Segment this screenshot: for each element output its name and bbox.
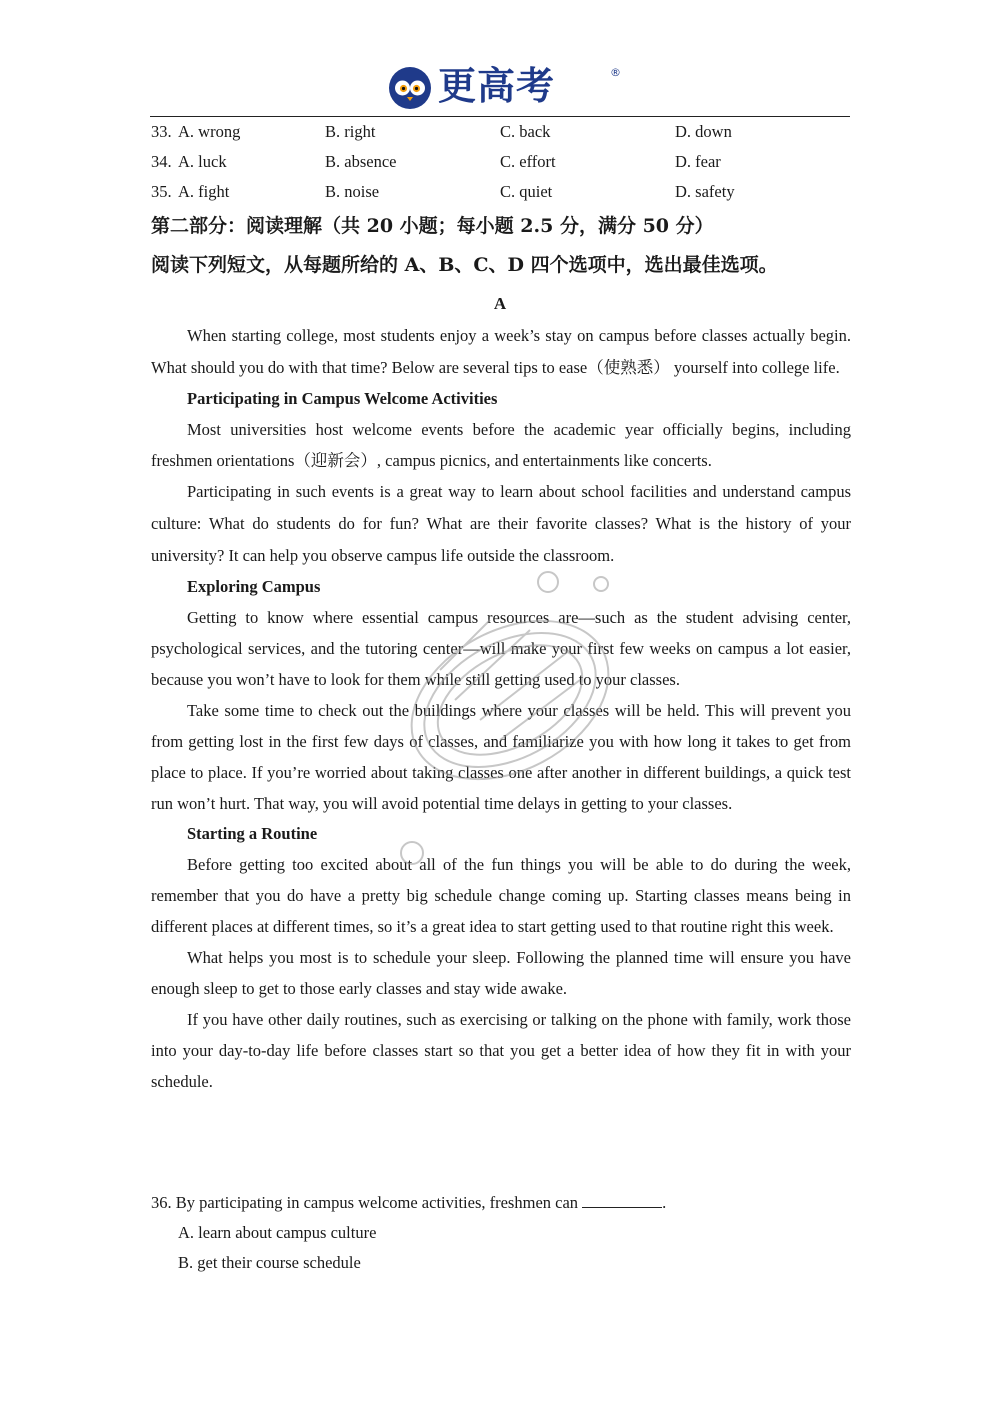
passage-letter: A: [493, 294, 507, 313]
subheading-starting-routine: Starting a Routine: [187, 824, 318, 843]
option-b: B. get their course schedule: [178, 1253, 361, 1272]
option-b: B. right: [325, 122, 376, 141]
paragraph: Getting to know where essential campus resources are—such as the student advising center, psychological services, and the tutoring center—will make your first few weeks on campus a lot easier, because you won’t have to look for them while still getting used to your classes.: [151, 608, 851, 689]
option-d: D. down: [675, 122, 732, 141]
option-b: B. absence: [325, 152, 397, 171]
option-a: A. fight: [178, 182, 230, 201]
page-header: [0, 62, 1000, 114]
section-title: 第二部分：阅读理解（共 20 小题；每小题 2.5 分，满分 50 分）: [151, 215, 714, 237]
paragraph: If you have other daily routines, such as exercising or talking on the phone with family, work those into your day-to-day life before classes start so that you get a better idea of how they fit in with your schedule.: [151, 1010, 851, 1091]
option-d: D. fear: [675, 152, 721, 171]
owl-logo-icon: [388, 66, 432, 110]
option-a: A. luck: [178, 152, 227, 171]
passage-a: [151, 320, 851, 1097]
answer-blank: [582, 1189, 662, 1208]
subheading-exploring-campus: Exploring Campus: [187, 577, 321, 596]
option-a: A. learn about campus culture: [178, 1223, 377, 1242]
option-c: C. quiet: [500, 182, 553, 201]
option-d: D. safety: [675, 182, 735, 201]
question-number: 33.: [151, 122, 172, 141]
section-instruction: 阅读下列短文，从每题所给的 A、B、C、D 四个选项中，选出最佳选项。: [151, 254, 778, 276]
paragraph: Before getting too excited about all of the fun things you will be able to do during the week, remember that you do have a pretty big schedule change coming up. Starting classes means being in different places at different times, so it’s a great idea to start getting used to that routine right this week.: [151, 855, 851, 936]
question-stem: [151, 1188, 851, 1218]
intro-paragraph: When starting college, most students enjoy a week’s stay on campus before classes actually begin. What should you do with that time? Below are several tips to ease（使熟悉） yourself into college life.: [151, 326, 851, 377]
question-stem-end: .: [662, 1193, 667, 1212]
question-number: 35.: [151, 182, 172, 201]
brand-logo: [388, 62, 628, 114]
question-36: [151, 1188, 851, 1278]
option-b: B. noise: [325, 182, 380, 201]
paragraph: What helps you most is to schedule your sleep. Following the planned time will ensure you have enough sleep to get to those early classes and stay wide awake.: [151, 948, 851, 998]
question-stem-text: 36. By participating in campus welcome activities, freshmen can: [151, 1193, 579, 1212]
paragraph: Participating in such events is a great way to learn about school facilities and understand campus culture: What do students do for fun? What are their favorite classes? What is the history of your university? It can help you observe campus life outside the classroom.: [151, 482, 851, 565]
option-c: C. effort: [500, 152, 556, 171]
paragraph: Most universities host welcome events before the academic year officially begins, including freshmen orientations（迎新会）, campus picnics, and entertainments like concerts.: [151, 420, 851, 470]
question-number: 34.: [151, 152, 172, 171]
logo-text: 更高考: [438, 64, 556, 108]
registered-mark: ®: [610, 66, 621, 79]
paragraph: Take some time to check out the buildings where your classes will be held. This will prevent you from getting lost in the first few days of classes, and familiarize you with how long it takes to get from place to place. If you’re worried about taking classes one after another in different buildings, a quick test run won’t hurt. That way, you will avoid potential time delays in getting to your classes.: [151, 701, 851, 813]
subheading-welcome-activities: Participating in Campus Welcome Activities: [187, 389, 498, 408]
option-a: A. wrong: [178, 122, 241, 141]
option-c: C. back: [500, 122, 551, 141]
